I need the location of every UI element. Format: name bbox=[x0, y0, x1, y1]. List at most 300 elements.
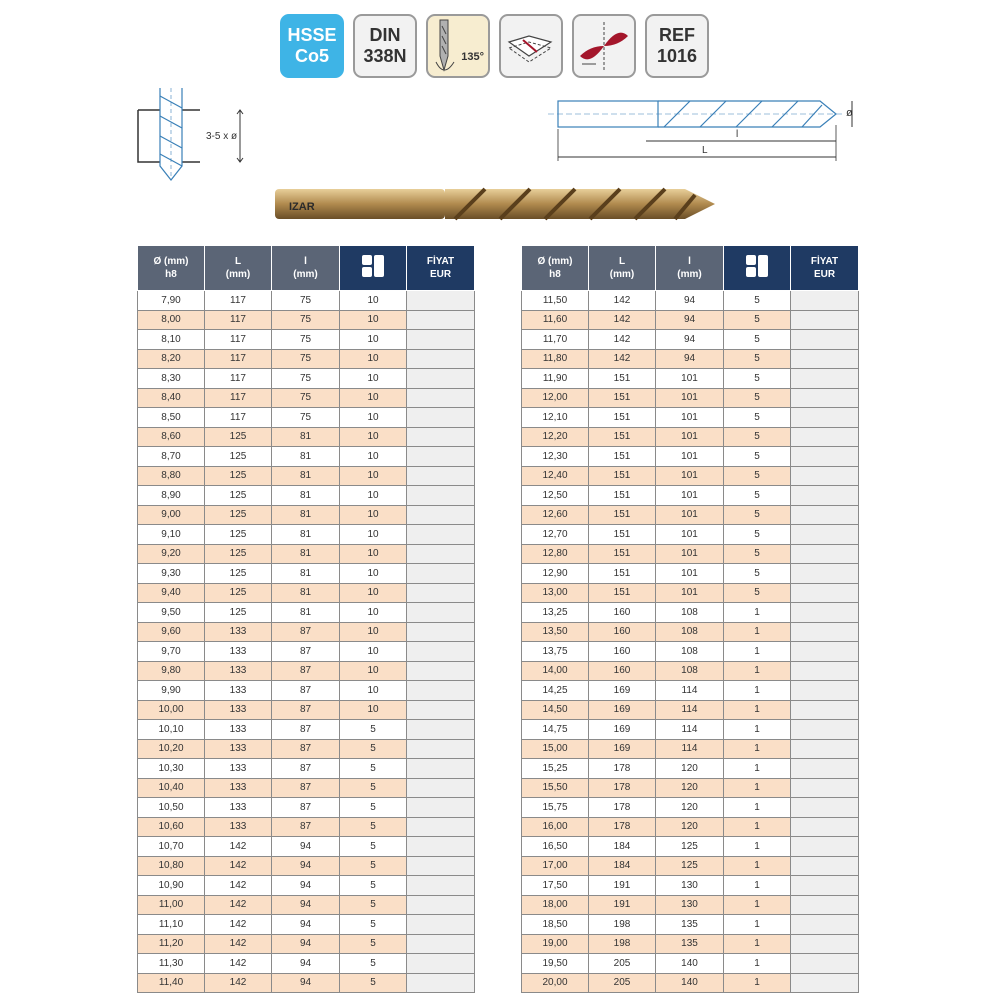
price-cell bbox=[407, 700, 475, 720]
pack-quantity-cell: 10 bbox=[340, 681, 407, 701]
price-cell bbox=[407, 564, 475, 584]
diameter-cell: 10,00 bbox=[138, 700, 205, 720]
pack-quantity-cell: 5 bbox=[724, 564, 791, 584]
pack-quantity-cell: 10 bbox=[340, 661, 407, 681]
drill-bit-photo bbox=[275, 183, 720, 230]
flute-length-label: l bbox=[736, 129, 739, 140]
flute-length-cell: 125 bbox=[656, 856, 724, 876]
total-length-cell: 151 bbox=[589, 388, 656, 408]
total-length-cell: 142 bbox=[205, 954, 272, 974]
flute-length-cell: 94 bbox=[656, 310, 724, 330]
price-cell bbox=[791, 778, 859, 798]
diameter-cell: 12,60 bbox=[522, 505, 589, 525]
diameter-cell: 11,50 bbox=[522, 291, 589, 311]
table-row bbox=[138, 778, 475, 798]
flute-length-cell: 75 bbox=[272, 310, 340, 330]
diameter-cell: 14,50 bbox=[522, 700, 589, 720]
price-cell bbox=[407, 291, 475, 311]
price-cell bbox=[791, 895, 859, 915]
price-cell bbox=[407, 408, 475, 428]
diameter-cell: 14,00 bbox=[522, 661, 589, 681]
pack-quantity-cell: 5 bbox=[724, 291, 791, 311]
total-length-cell: 133 bbox=[205, 642, 272, 662]
flute-length-cell: 94 bbox=[272, 856, 340, 876]
price-cell bbox=[407, 934, 475, 954]
price-cell bbox=[791, 310, 859, 330]
price-cell bbox=[791, 720, 859, 740]
total-length-cell: 142 bbox=[589, 349, 656, 369]
flute-length-cell: 114 bbox=[656, 720, 724, 740]
total-length-cell: 125 bbox=[205, 447, 272, 467]
flute-length-cell: 75 bbox=[272, 408, 340, 428]
table-row bbox=[522, 739, 859, 759]
pack-quantity-cell: 1 bbox=[724, 973, 791, 993]
price-cell bbox=[407, 856, 475, 876]
total-length-header: L (mm) bbox=[205, 246, 272, 291]
flute-length-cell: 101 bbox=[656, 525, 724, 545]
table-row bbox=[522, 759, 859, 779]
flute-length-cell: 87 bbox=[272, 817, 340, 837]
total-length-cell: 142 bbox=[205, 934, 272, 954]
table-row bbox=[522, 720, 859, 740]
price-cell bbox=[407, 466, 475, 486]
pack-quantity-cell: 5 bbox=[340, 817, 407, 837]
total-length-cell: 184 bbox=[589, 837, 656, 857]
diameter-cell: 15,50 bbox=[522, 778, 589, 798]
total-length-cell: 117 bbox=[205, 330, 272, 350]
total-length-cell: 169 bbox=[589, 700, 656, 720]
price-cell bbox=[407, 622, 475, 642]
flute-length-cell: 140 bbox=[656, 954, 724, 974]
diameter-cell: 10,80 bbox=[138, 856, 205, 876]
flute-length-cell: 108 bbox=[656, 642, 724, 662]
diameter-cell: 11,40 bbox=[138, 973, 205, 993]
table-row bbox=[138, 330, 475, 350]
total-length-cell: 178 bbox=[589, 778, 656, 798]
table-row bbox=[522, 447, 859, 467]
table-row bbox=[138, 934, 475, 954]
diameter-cell: 10,70 bbox=[138, 837, 205, 857]
diameter-cell: 13,25 bbox=[522, 603, 589, 623]
standard-line1: DIN bbox=[369, 25, 401, 45]
price-cell bbox=[791, 466, 859, 486]
diameter-header: Ø (mm) h8 bbox=[522, 246, 589, 291]
flute-length-cell: 101 bbox=[656, 583, 724, 603]
total-length-cell: 142 bbox=[589, 310, 656, 330]
pack-quantity-cell: 1 bbox=[724, 895, 791, 915]
table-row bbox=[138, 291, 475, 311]
pack-quantity-cell: 5 bbox=[340, 973, 407, 993]
total-length-cell: 142 bbox=[589, 291, 656, 311]
table-row bbox=[138, 817, 475, 837]
diameter-cell: 8,70 bbox=[138, 447, 205, 467]
flute-length-cell: 94 bbox=[272, 876, 340, 896]
table-row bbox=[522, 349, 859, 369]
pack-quantity-cell: 10 bbox=[340, 642, 407, 662]
diameter-cell: 9,80 bbox=[138, 661, 205, 681]
table-row bbox=[138, 603, 475, 623]
total-length-cell: 151 bbox=[589, 544, 656, 564]
table-row bbox=[138, 895, 475, 915]
diameter-cell: 20,00 bbox=[522, 973, 589, 993]
flute-length-cell: 101 bbox=[656, 466, 724, 486]
pack-quantity-cell: 1 bbox=[724, 934, 791, 954]
pack-quantity-cell: 10 bbox=[340, 310, 407, 330]
pack-quantity-cell: 5 bbox=[724, 466, 791, 486]
total-length-cell: 133 bbox=[205, 759, 272, 779]
total-length-cell: 142 bbox=[205, 973, 272, 993]
pack-quantity-cell: 1 bbox=[724, 798, 791, 818]
table-row bbox=[138, 700, 475, 720]
total-length-cell: 205 bbox=[589, 954, 656, 974]
total-length-cell: 151 bbox=[589, 525, 656, 545]
total-length-cell: 133 bbox=[205, 798, 272, 818]
flute-length-cell: 87 bbox=[272, 622, 340, 642]
price-cell bbox=[791, 388, 859, 408]
diameter-cell: 9,90 bbox=[138, 681, 205, 701]
table-row bbox=[138, 759, 475, 779]
price-cell bbox=[791, 369, 859, 389]
pack-quantity-cell: 10 bbox=[340, 603, 407, 623]
total-length-cell: 125 bbox=[205, 505, 272, 525]
total-length-cell: 169 bbox=[589, 681, 656, 701]
total-length-cell: 151 bbox=[589, 369, 656, 389]
table-row bbox=[138, 505, 475, 525]
flute-length-cell: 87 bbox=[272, 720, 340, 740]
table-row bbox=[522, 564, 859, 584]
pack-quantity-cell: 5 bbox=[724, 544, 791, 564]
diameter-cell: 13,00 bbox=[522, 583, 589, 603]
table-row bbox=[522, 642, 859, 662]
right-table-header bbox=[522, 246, 859, 291]
pack-quantity-cell: 1 bbox=[724, 778, 791, 798]
table-row bbox=[522, 798, 859, 818]
flute-length-cell: 94 bbox=[272, 837, 340, 857]
diameter-cell: 9,30 bbox=[138, 564, 205, 584]
drill-depth-icon bbox=[130, 88, 260, 183]
table-row bbox=[138, 310, 475, 330]
table-row bbox=[522, 388, 859, 408]
table-row bbox=[138, 466, 475, 486]
table-row bbox=[138, 622, 475, 642]
diameter-cell: 17,50 bbox=[522, 876, 589, 896]
diameter-symbol-label: ø bbox=[846, 107, 853, 119]
table-row bbox=[138, 583, 475, 603]
pack-quantity-icon bbox=[360, 253, 386, 279]
diameter-cell: 9,40 bbox=[138, 583, 205, 603]
diameter-cell: 8,50 bbox=[138, 408, 205, 428]
table-row bbox=[138, 876, 475, 896]
diameter-cell: 8,20 bbox=[138, 349, 205, 369]
flute-length-cell: 114 bbox=[656, 700, 724, 720]
flute-length-cell: 101 bbox=[656, 486, 724, 506]
pack-quantity-cell: 1 bbox=[724, 603, 791, 623]
table-row bbox=[138, 681, 475, 701]
table-row bbox=[138, 954, 475, 974]
table-row bbox=[522, 856, 859, 876]
table-row bbox=[138, 564, 475, 584]
pack-quantity-cell: 5 bbox=[340, 739, 407, 759]
price-cell bbox=[407, 895, 475, 915]
table-row bbox=[522, 544, 859, 564]
pack-quantity-cell: 5 bbox=[340, 720, 407, 740]
drill-bit-image bbox=[275, 183, 720, 225]
price-cell bbox=[407, 544, 475, 564]
price-cell bbox=[407, 349, 475, 369]
total-length-cell: 133 bbox=[205, 778, 272, 798]
flute-length-cell: 81 bbox=[272, 525, 340, 545]
table-row bbox=[522, 778, 859, 798]
diameter-cell: 8,80 bbox=[138, 466, 205, 486]
price-cell bbox=[791, 603, 859, 623]
table-row bbox=[138, 915, 475, 935]
flute-length-cell: 81 bbox=[272, 486, 340, 506]
pack-quantity-cell: 5 bbox=[340, 759, 407, 779]
table-row bbox=[522, 876, 859, 896]
price-header: FİYAT EUR bbox=[791, 246, 859, 291]
pack-quantity-cell: 10 bbox=[340, 505, 407, 525]
pack-quantity-cell: 1 bbox=[724, 681, 791, 701]
diameter-cell: 10,20 bbox=[138, 739, 205, 759]
flute-length-cell: 81 bbox=[272, 447, 340, 467]
total-length-cell: 151 bbox=[589, 583, 656, 603]
total-length-cell: 142 bbox=[205, 895, 272, 915]
total-length-cell: 125 bbox=[205, 525, 272, 545]
total-length-cell: 169 bbox=[589, 739, 656, 759]
diameter-cell: 9,00 bbox=[138, 505, 205, 525]
diameter-cell: 11,60 bbox=[522, 310, 589, 330]
table-row bbox=[138, 369, 475, 389]
price-cell bbox=[407, 739, 475, 759]
diameter-cell: 8,00 bbox=[138, 310, 205, 330]
price-cell bbox=[407, 973, 475, 993]
flute-length-cell: 94 bbox=[656, 291, 724, 311]
pack-quantity-cell: 1 bbox=[724, 817, 791, 837]
flute-length-cell: 94 bbox=[272, 973, 340, 993]
total-length-cell: 198 bbox=[589, 915, 656, 935]
total-length-label: L bbox=[702, 145, 708, 156]
diameter-cell: 11,20 bbox=[138, 934, 205, 954]
price-cell bbox=[407, 447, 475, 467]
pack-quantity-cell: 5 bbox=[340, 876, 407, 896]
total-length-cell: 125 bbox=[205, 427, 272, 447]
diameter-cell: 16,00 bbox=[522, 817, 589, 837]
table-row bbox=[522, 369, 859, 389]
total-length-cell: 133 bbox=[205, 661, 272, 681]
price-cell bbox=[791, 759, 859, 779]
diameter-cell: 15,25 bbox=[522, 759, 589, 779]
table-row bbox=[522, 427, 859, 447]
flute-length-cell: 101 bbox=[656, 505, 724, 525]
left-table-header bbox=[138, 246, 475, 291]
table-row bbox=[522, 622, 859, 642]
pack-quantity-cell: 5 bbox=[724, 525, 791, 545]
price-cell bbox=[791, 934, 859, 954]
diameter-cell: 9,20 bbox=[138, 544, 205, 564]
table-row bbox=[138, 486, 475, 506]
table-row bbox=[522, 466, 859, 486]
price-cell bbox=[791, 622, 859, 642]
flute-length-cell: 101 bbox=[656, 408, 724, 428]
diameter-cell: 11,70 bbox=[522, 330, 589, 350]
table-row bbox=[522, 525, 859, 545]
total-length-cell: 133 bbox=[205, 622, 272, 642]
total-length-cell: 151 bbox=[589, 447, 656, 467]
table-row bbox=[522, 817, 859, 837]
table-row bbox=[138, 856, 475, 876]
drilling-depth-diagram bbox=[130, 88, 260, 188]
total-length-cell: 117 bbox=[205, 408, 272, 428]
pack-quantity-cell: 1 bbox=[724, 661, 791, 681]
price-cell bbox=[791, 739, 859, 759]
pack-quantity-cell: 5 bbox=[724, 408, 791, 428]
pack-quantity-header bbox=[724, 246, 791, 291]
flute-length-cell: 108 bbox=[656, 622, 724, 642]
table-row bbox=[522, 583, 859, 603]
diameter-cell: 14,75 bbox=[522, 720, 589, 740]
total-length-cell: 133 bbox=[205, 720, 272, 740]
pack-quantity-cell: 1 bbox=[724, 622, 791, 642]
pack-quantity-cell: 1 bbox=[724, 915, 791, 935]
price-cell bbox=[791, 661, 859, 681]
pack-quantity-cell: 10 bbox=[340, 486, 407, 506]
price-cell bbox=[791, 798, 859, 818]
total-length-cell: 160 bbox=[589, 661, 656, 681]
split-point-icon bbox=[501, 16, 561, 76]
pack-quantity-cell: 1 bbox=[724, 759, 791, 779]
pack-quantity-cell: 10 bbox=[340, 408, 407, 428]
pack-quantity-cell: 1 bbox=[724, 837, 791, 857]
material-line1: HSSE bbox=[287, 25, 337, 45]
ref-line1: REF bbox=[659, 25, 695, 45]
total-length-cell: 117 bbox=[205, 310, 272, 330]
total-length-cell: 151 bbox=[589, 427, 656, 447]
price-cell bbox=[791, 408, 859, 428]
flute-length-cell: 75 bbox=[272, 349, 340, 369]
flute-length-cell: 87 bbox=[272, 681, 340, 701]
price-cell bbox=[407, 876, 475, 896]
total-length-cell: 169 bbox=[589, 720, 656, 740]
point-angle-label: 135° bbox=[461, 51, 484, 63]
brand-logo: IZAR bbox=[289, 201, 315, 213]
pack-quantity-cell: 10 bbox=[340, 544, 407, 564]
material-badge bbox=[280, 14, 344, 78]
pack-quantity-cell: 10 bbox=[340, 388, 407, 408]
drill-dimensions-diagram bbox=[540, 95, 870, 172]
material-line2: Co5 bbox=[294, 46, 329, 66]
total-length-cell: 125 bbox=[205, 544, 272, 564]
flute-length-cell: 75 bbox=[272, 369, 340, 389]
diameter-cell: 8,40 bbox=[138, 388, 205, 408]
flute-length-cell: 87 bbox=[272, 798, 340, 818]
flute-length-cell: 81 bbox=[272, 564, 340, 584]
price-cell bbox=[407, 681, 475, 701]
total-length-cell: 160 bbox=[589, 622, 656, 642]
pack-quantity-cell: 10 bbox=[340, 525, 407, 545]
flute-length-cell: 108 bbox=[656, 661, 724, 681]
pack-quantity-cell: 5 bbox=[724, 583, 791, 603]
price-cell bbox=[407, 369, 475, 389]
table-row bbox=[522, 603, 859, 623]
price-cell bbox=[791, 681, 859, 701]
table-row bbox=[138, 798, 475, 818]
total-length-cell: 125 bbox=[205, 486, 272, 506]
pack-quantity-cell: 10 bbox=[340, 427, 407, 447]
total-length-cell: 191 bbox=[589, 895, 656, 915]
table-row bbox=[138, 427, 475, 447]
price-cell bbox=[791, 973, 859, 993]
price-cell bbox=[407, 798, 475, 818]
diameter-cell: 12,40 bbox=[522, 466, 589, 486]
total-length-cell: 184 bbox=[589, 856, 656, 876]
flute-length-cell: 75 bbox=[272, 291, 340, 311]
price-cell bbox=[791, 642, 859, 662]
table-row bbox=[138, 525, 475, 545]
total-length-cell: 151 bbox=[589, 564, 656, 584]
flute-length-cell: 81 bbox=[272, 544, 340, 564]
diameter-cell: 10,60 bbox=[138, 817, 205, 837]
table-row bbox=[138, 349, 475, 369]
flute-length-cell: 101 bbox=[656, 447, 724, 467]
pack-quantity-cell: 10 bbox=[340, 622, 407, 642]
table-row bbox=[522, 505, 859, 525]
price-cell bbox=[791, 915, 859, 935]
point-angle-badge bbox=[426, 14, 490, 78]
pack-quantity-cell: 5 bbox=[724, 369, 791, 389]
total-length-cell: 151 bbox=[589, 466, 656, 486]
diameter-cell: 12,10 bbox=[522, 408, 589, 428]
price-cell bbox=[791, 876, 859, 896]
table-row bbox=[522, 915, 859, 935]
price-cell bbox=[791, 525, 859, 545]
price-cell bbox=[407, 817, 475, 837]
table-row bbox=[522, 330, 859, 350]
diameter-cell: 8,60 bbox=[138, 427, 205, 447]
total-length-cell: 133 bbox=[205, 700, 272, 720]
diameter-cell: 12,90 bbox=[522, 564, 589, 584]
price-cell bbox=[791, 583, 859, 603]
pack-quantity-cell: 5 bbox=[724, 505, 791, 525]
total-length-cell: 142 bbox=[205, 837, 272, 857]
price-cell bbox=[407, 603, 475, 623]
diameter-cell: 17,00 bbox=[522, 856, 589, 876]
price-cell bbox=[407, 661, 475, 681]
diameter-cell: 8,30 bbox=[138, 369, 205, 389]
diameter-cell: 11,90 bbox=[522, 369, 589, 389]
flute-length-cell: 87 bbox=[272, 642, 340, 662]
flute-length-cell: 81 bbox=[272, 427, 340, 447]
flute-length-cell: 101 bbox=[656, 388, 724, 408]
pack-quantity-cell: 5 bbox=[340, 934, 407, 954]
total-length-cell: 151 bbox=[589, 408, 656, 428]
diameter-cell: 11,80 bbox=[522, 349, 589, 369]
flute-length-cell: 120 bbox=[656, 817, 724, 837]
total-length-cell: 160 bbox=[589, 603, 656, 623]
table-row bbox=[138, 837, 475, 857]
flute-length-cell: 101 bbox=[656, 564, 724, 584]
flute-length-cell: 75 bbox=[272, 388, 340, 408]
pack-quantity-cell: 1 bbox=[724, 720, 791, 740]
total-length-cell: 117 bbox=[205, 369, 272, 389]
pack-quantity-cell: 5 bbox=[340, 915, 407, 935]
price-cell bbox=[791, 349, 859, 369]
pack-quantity-cell: 10 bbox=[340, 330, 407, 350]
total-length-cell: 142 bbox=[205, 876, 272, 896]
flute-length-header: l (mm) bbox=[656, 246, 724, 291]
pack-quantity-cell: 5 bbox=[724, 310, 791, 330]
price-cell bbox=[791, 564, 859, 584]
flute-length-cell: 94 bbox=[272, 915, 340, 935]
